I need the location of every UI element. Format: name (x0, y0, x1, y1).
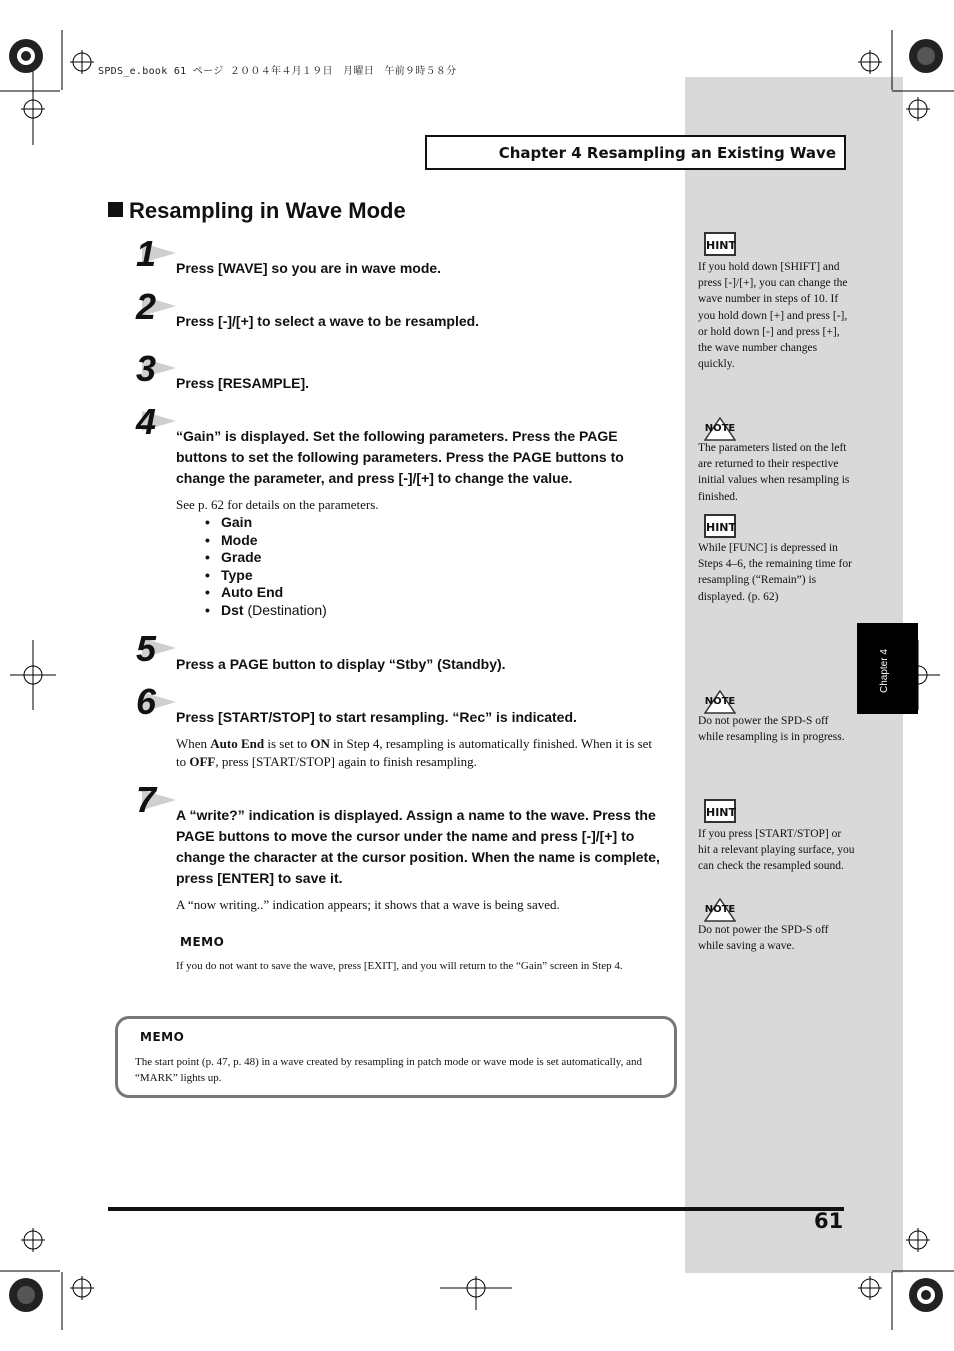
chapter-heading-box (425, 135, 846, 170)
text-run: , press [START/STOP] again to finish resampling. (215, 754, 477, 769)
memo-icon: MEMO (140, 1030, 185, 1044)
sidebar-hint-1: If you hold down [SHIFT] and press [-]/[+], you can change the wave number in steps of 10. If you hold down [+] and press [-], or hold down [-] and press [+], the wave number changes quickly. (698, 261, 848, 371)
list-item: • Type (205, 566, 253, 583)
memo-icon: MEMO (180, 935, 225, 949)
text-run: in Step 4, resampling is automatically finished. When it is set to (176, 736, 653, 769)
sidebar-hint-2: While [FUNC] is depressed in Steps 4–6, the remaining time for resampling (“Remain”) is displayed. (p. 62) (698, 542, 852, 603)
chapter-tab-label: Chapter 4 (879, 649, 890, 693)
note-icon (704, 690, 736, 714)
note-label: NOTE (704, 423, 736, 434)
step-number: 6 (136, 681, 157, 722)
hint-icon: HINT (704, 514, 736, 538)
step-number: 1 (136, 233, 157, 274)
footer-rule (108, 1207, 844, 1211)
text-run-bold: Auto End (210, 736, 265, 751)
page-number: 61 (814, 1209, 844, 1233)
parameter-list (205, 514, 327, 620)
sidebar-note-2: Do not power the SPD-S off while resampling is in progress. (698, 715, 845, 744)
section-title (108, 198, 406, 224)
print-header: SPDS_e.book 61 ページ ２００４年４月１９日 月曜日 午前９時５８分 (98, 66, 457, 77)
sidebar-note-3: Do not power the SPD-S off while saving a wave. (698, 924, 829, 953)
param-name: Mode (221, 531, 258, 548)
hint-icon: HINT (704, 799, 736, 823)
memo-text: If you do not want to save the wave, press [EXIT], and you will return to the “Gain” screen in Step 4. (176, 960, 623, 972)
step-2-text: Press [-]/[+] to select a wave to be resampled. (176, 313, 480, 329)
note-icon (704, 417, 736, 441)
text-run-bold: OFF (189, 754, 216, 769)
sidebar-note-1: The parameters listed on the left are returned to their respective initial values when resampling is finished. (698, 442, 850, 503)
square-bullet-icon (108, 202, 123, 217)
step-6-text: Press [START/STOP] to start resampling. “Rec” is indicated. (176, 709, 577, 725)
note-icon (704, 898, 736, 922)
sidebar-hint-3: If you press [START/STOP] or hit a relevant playing surface, you can check the resampled sound. (698, 828, 855, 873)
param-name: Grade (221, 549, 262, 566)
step-number: 5 (136, 628, 157, 669)
list-item: • Auto End (205, 584, 284, 601)
list-item: • Grade (205, 549, 262, 566)
param-name: Type (221, 566, 253, 583)
step-4-text: “Gain” is displayed. Set the following parameters. Press the PAGE buttons to set the following parameters. Press the PAGE buttons to change the parameter, and press [-]/[+] to change the value. (176, 428, 624, 486)
text-run-bold: ON (310, 736, 330, 751)
step-number: 4 (136, 401, 157, 442)
param-name: Auto End (221, 584, 284, 601)
param-name: Dst (221, 601, 244, 618)
step-number: 2 (136, 286, 157, 327)
step-4-note: See p. 62 for details on the parameters. (176, 497, 379, 512)
chapter-tab (857, 623, 918, 714)
param-name: Gain (221, 514, 253, 530)
text-run: is set to (264, 736, 311, 751)
note-label: NOTE (704, 696, 736, 707)
text-run: When (176, 736, 211, 751)
step-3-text: Press [RESAMPLE]. (176, 375, 310, 391)
step-number: 7 (136, 779, 157, 820)
step-6-detail (176, 735, 660, 771)
list-item: • Dst (Destination) (205, 601, 327, 618)
step-number: 3 (136, 348, 157, 389)
memo-box-text: The start point (p. 47, p. 48) in a wave created by resampling in patch mode or wave mode is set automatically, and “MARK” lights up. (135, 1056, 642, 1084)
chapter-heading: Chapter 4 Resampling an Existing Wave (498, 144, 836, 162)
list-item: • Mode (205, 531, 258, 548)
step-7-detail: A “now writing..” indication appears; it shows that a wave is being saved. (176, 897, 560, 912)
note-label: NOTE (704, 904, 736, 915)
hint-icon: HINT (704, 232, 736, 256)
param-extra: (Destination) (243, 601, 327, 618)
list-item: • Gain (205, 514, 253, 530)
step-1-text: Press [WAVE] so you are in wave mode. (176, 260, 442, 276)
step-5-text: Press a PAGE button to display “Stby” (Standby). (176, 656, 506, 672)
section-title-text: Resampling in Wave Mode (129, 198, 406, 223)
step-7-text: A “write?” indication is displayed. Assign a name to the wave. Press the PAGE buttons to move the cursor under the name and press [-]/[+] to change the character at the cursor position. When the name is complete, press [ENTER] to save it. (176, 807, 660, 886)
